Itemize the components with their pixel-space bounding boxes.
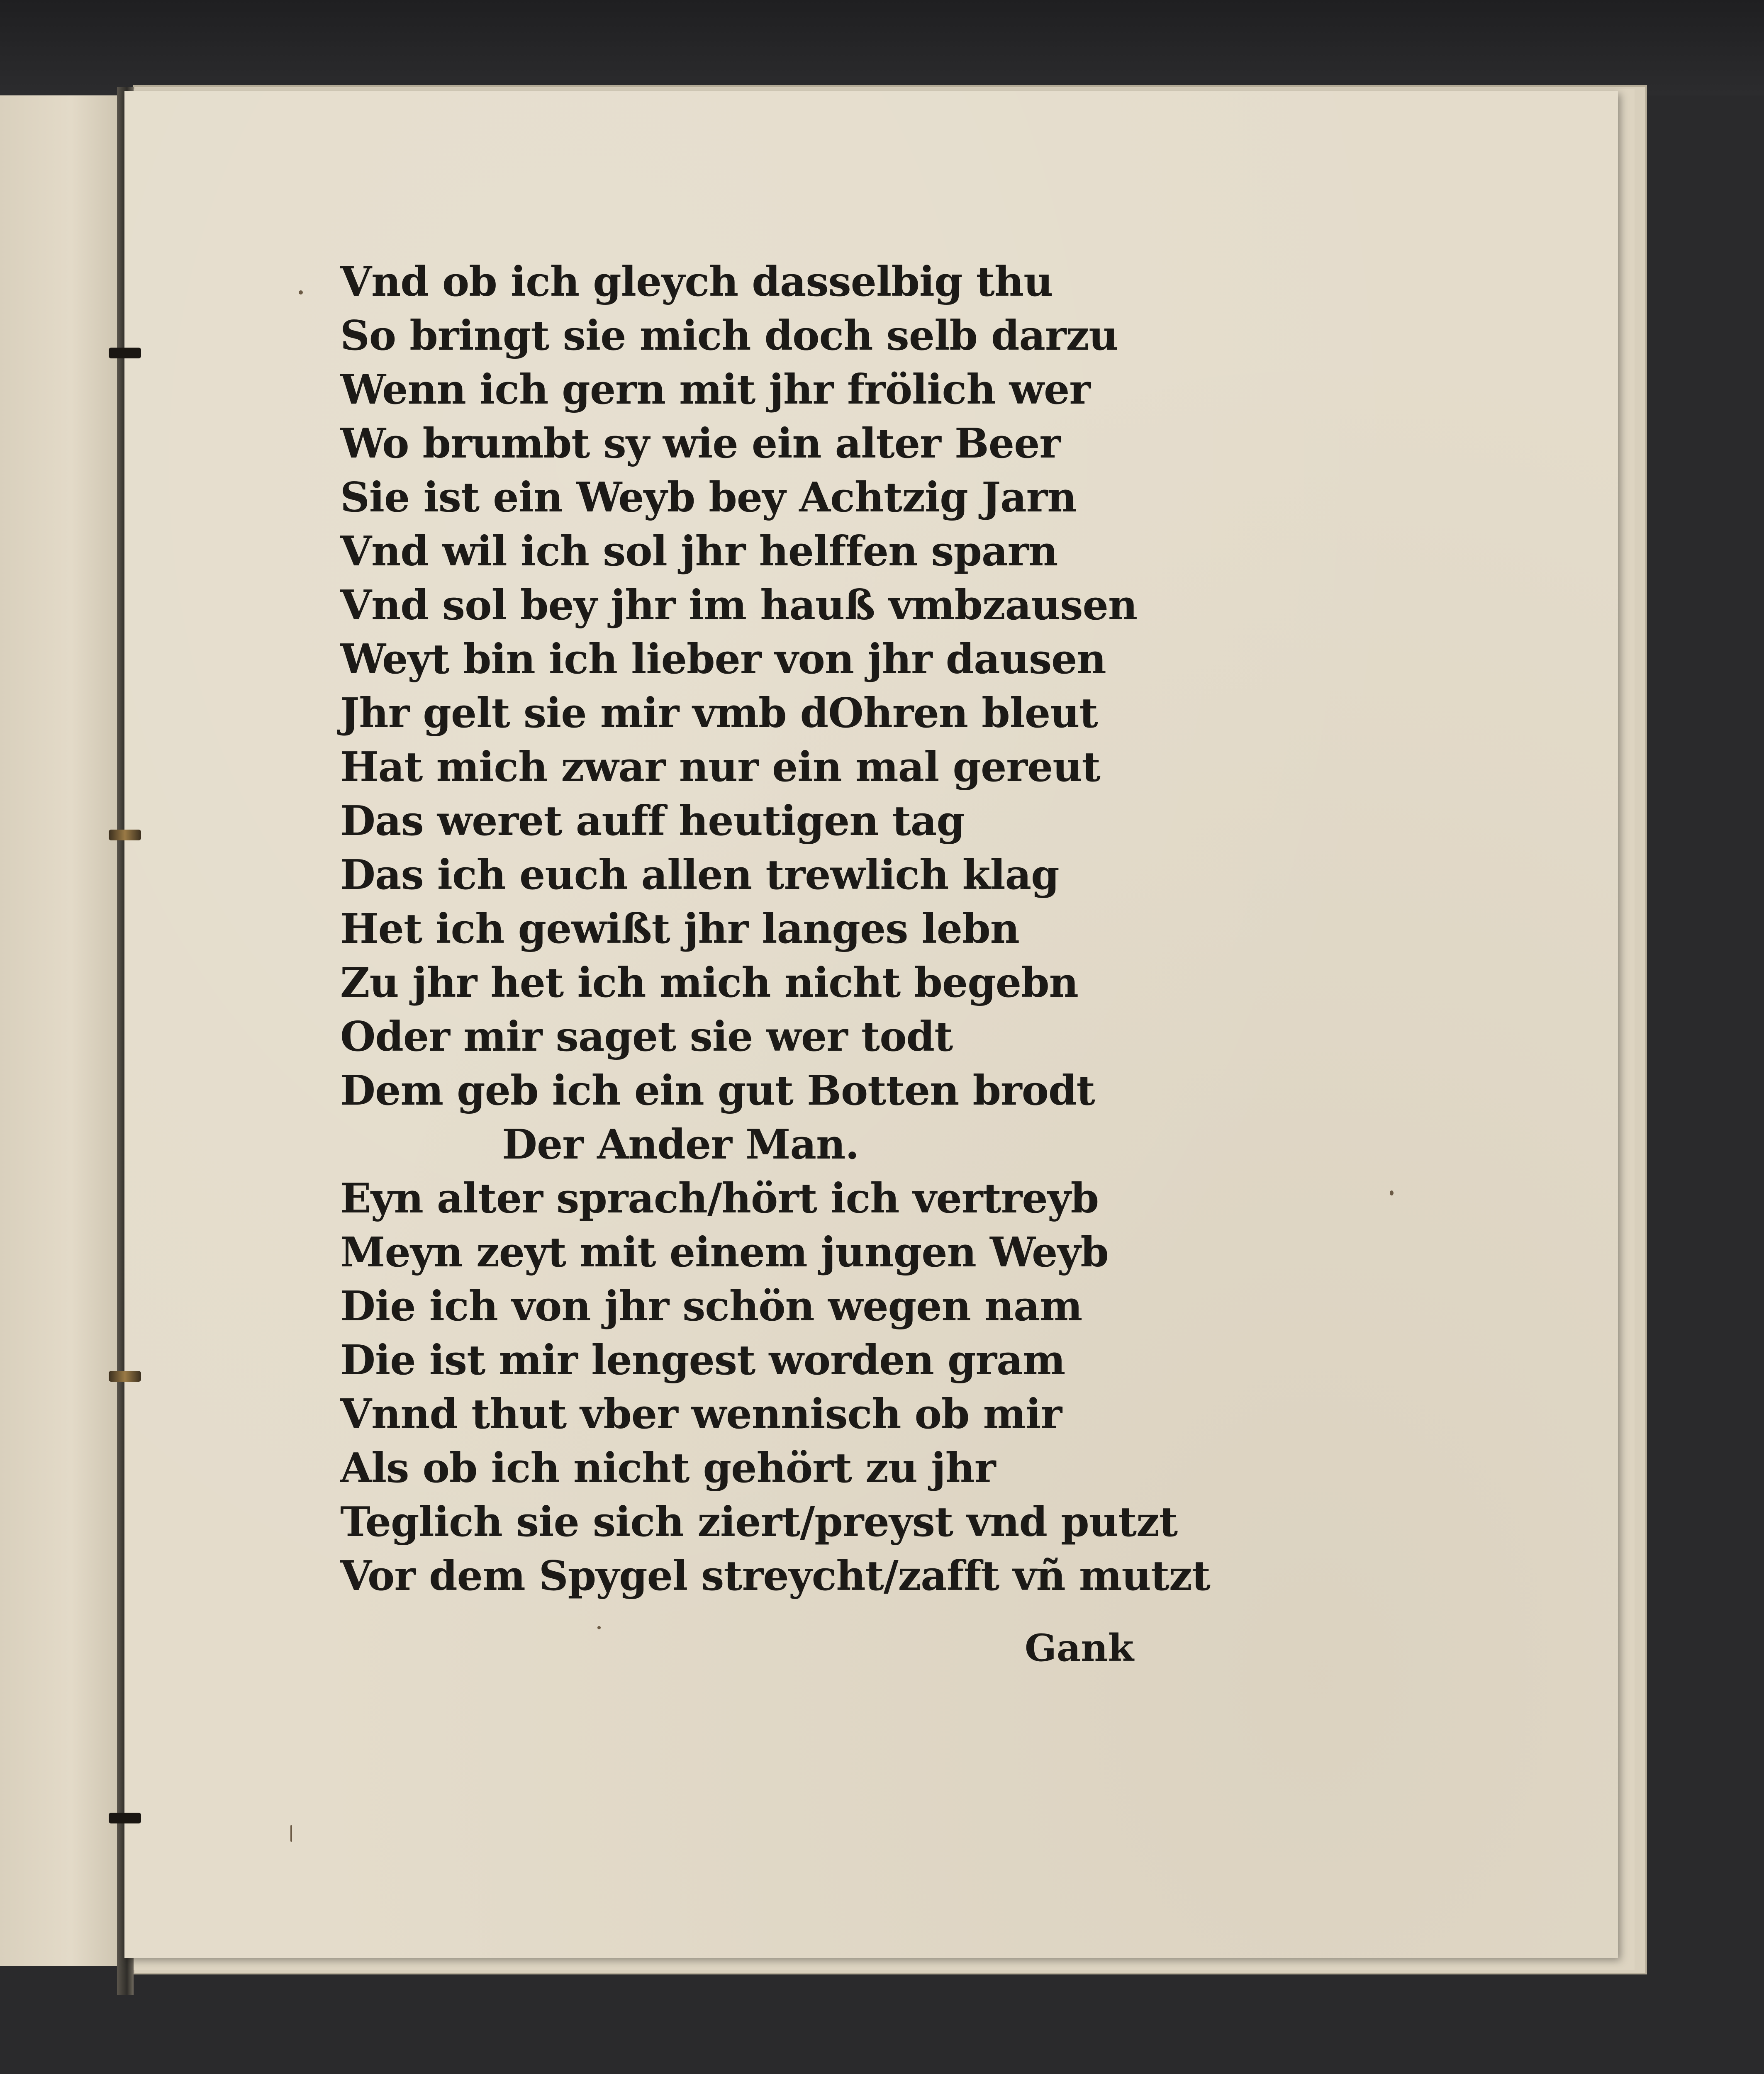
binding-stitch [109, 348, 141, 358]
verse-line: Vnd wil ich sol jhr helffen sparn [340, 528, 1058, 575]
verse-line: Hat mich zwar nur ein mal gereut [340, 743, 1100, 791]
verse-line: So bringt sie mich doch selb darzu [340, 312, 1118, 360]
verse-line: Oder mir saget sie wer todt [340, 1013, 953, 1061]
facing-page [0, 95, 121, 1966]
verse-line: Vnd sol bey jhr im hauß vmbzausen [340, 582, 1138, 629]
paper-speck [299, 290, 303, 295]
binding-stitch [109, 1813, 141, 1823]
verse-line: Zu jhr het ich mich nicht begebn [340, 959, 1078, 1007]
paper-speck [290, 1825, 292, 1842]
verse-line: Vnd ob ich gleych dasselbig thu [340, 258, 1053, 306]
verse-line: Wo brumbt sy wie ein alter Beer [340, 420, 1061, 467]
verse-line: Dem geb ich ein gut Botten brodt [340, 1067, 1095, 1115]
verse-line: Het ich gewißt jhr langes lebn [340, 905, 1019, 953]
paper-speck [1390, 1190, 1394, 1195]
verse-line: Die ist mir lengest worden gram [340, 1336, 1065, 1384]
verse-line: Sie ist ein Weyb bey Achtzig Jarn [340, 474, 1077, 521]
verse-line: Wenn ich gern mit jhr frölich wer [340, 366, 1090, 414]
backdrop [0, 0, 1764, 95]
verse-line: Meyn zeyt mit einem jungen Weyb [340, 1229, 1109, 1276]
verse-line: Die ich von jhr schön wegen nam [340, 1283, 1082, 1330]
verse-line: Vor dem Spygel streycht/zafft vñ mutzt [340, 1552, 1210, 1600]
verse-text [340, 255, 1210, 1603]
verse-line: Teglich sie sich ziert/preyst vnd putzt [340, 1498, 1178, 1546]
verse-line: Weyt bin ich lieber von jhr dausen [340, 635, 1106, 683]
verse-line: Als ob ich nicht gehört zu jhr [340, 1444, 996, 1492]
binding-stitch [109, 830, 141, 840]
verse-line: Eyn alter sprach/hört ich vertreyb [340, 1175, 1099, 1222]
verse-line: Vnnd thut vber wennisch ob mir [340, 1390, 1062, 1438]
catchword: Gank [1025, 1626, 1134, 1670]
binding-stitch [109, 1371, 141, 1382]
verse-line: Das ich euch allen trewlich klag [340, 851, 1059, 899]
section-heading: Der Ander Man. [502, 1121, 859, 1168]
paper-speck [597, 1626, 601, 1629]
verse-line: Jhr gelt sie mir vmb dOhren bleut [340, 689, 1098, 737]
verse-line: Das weret auff heutigen tag [340, 797, 965, 845]
